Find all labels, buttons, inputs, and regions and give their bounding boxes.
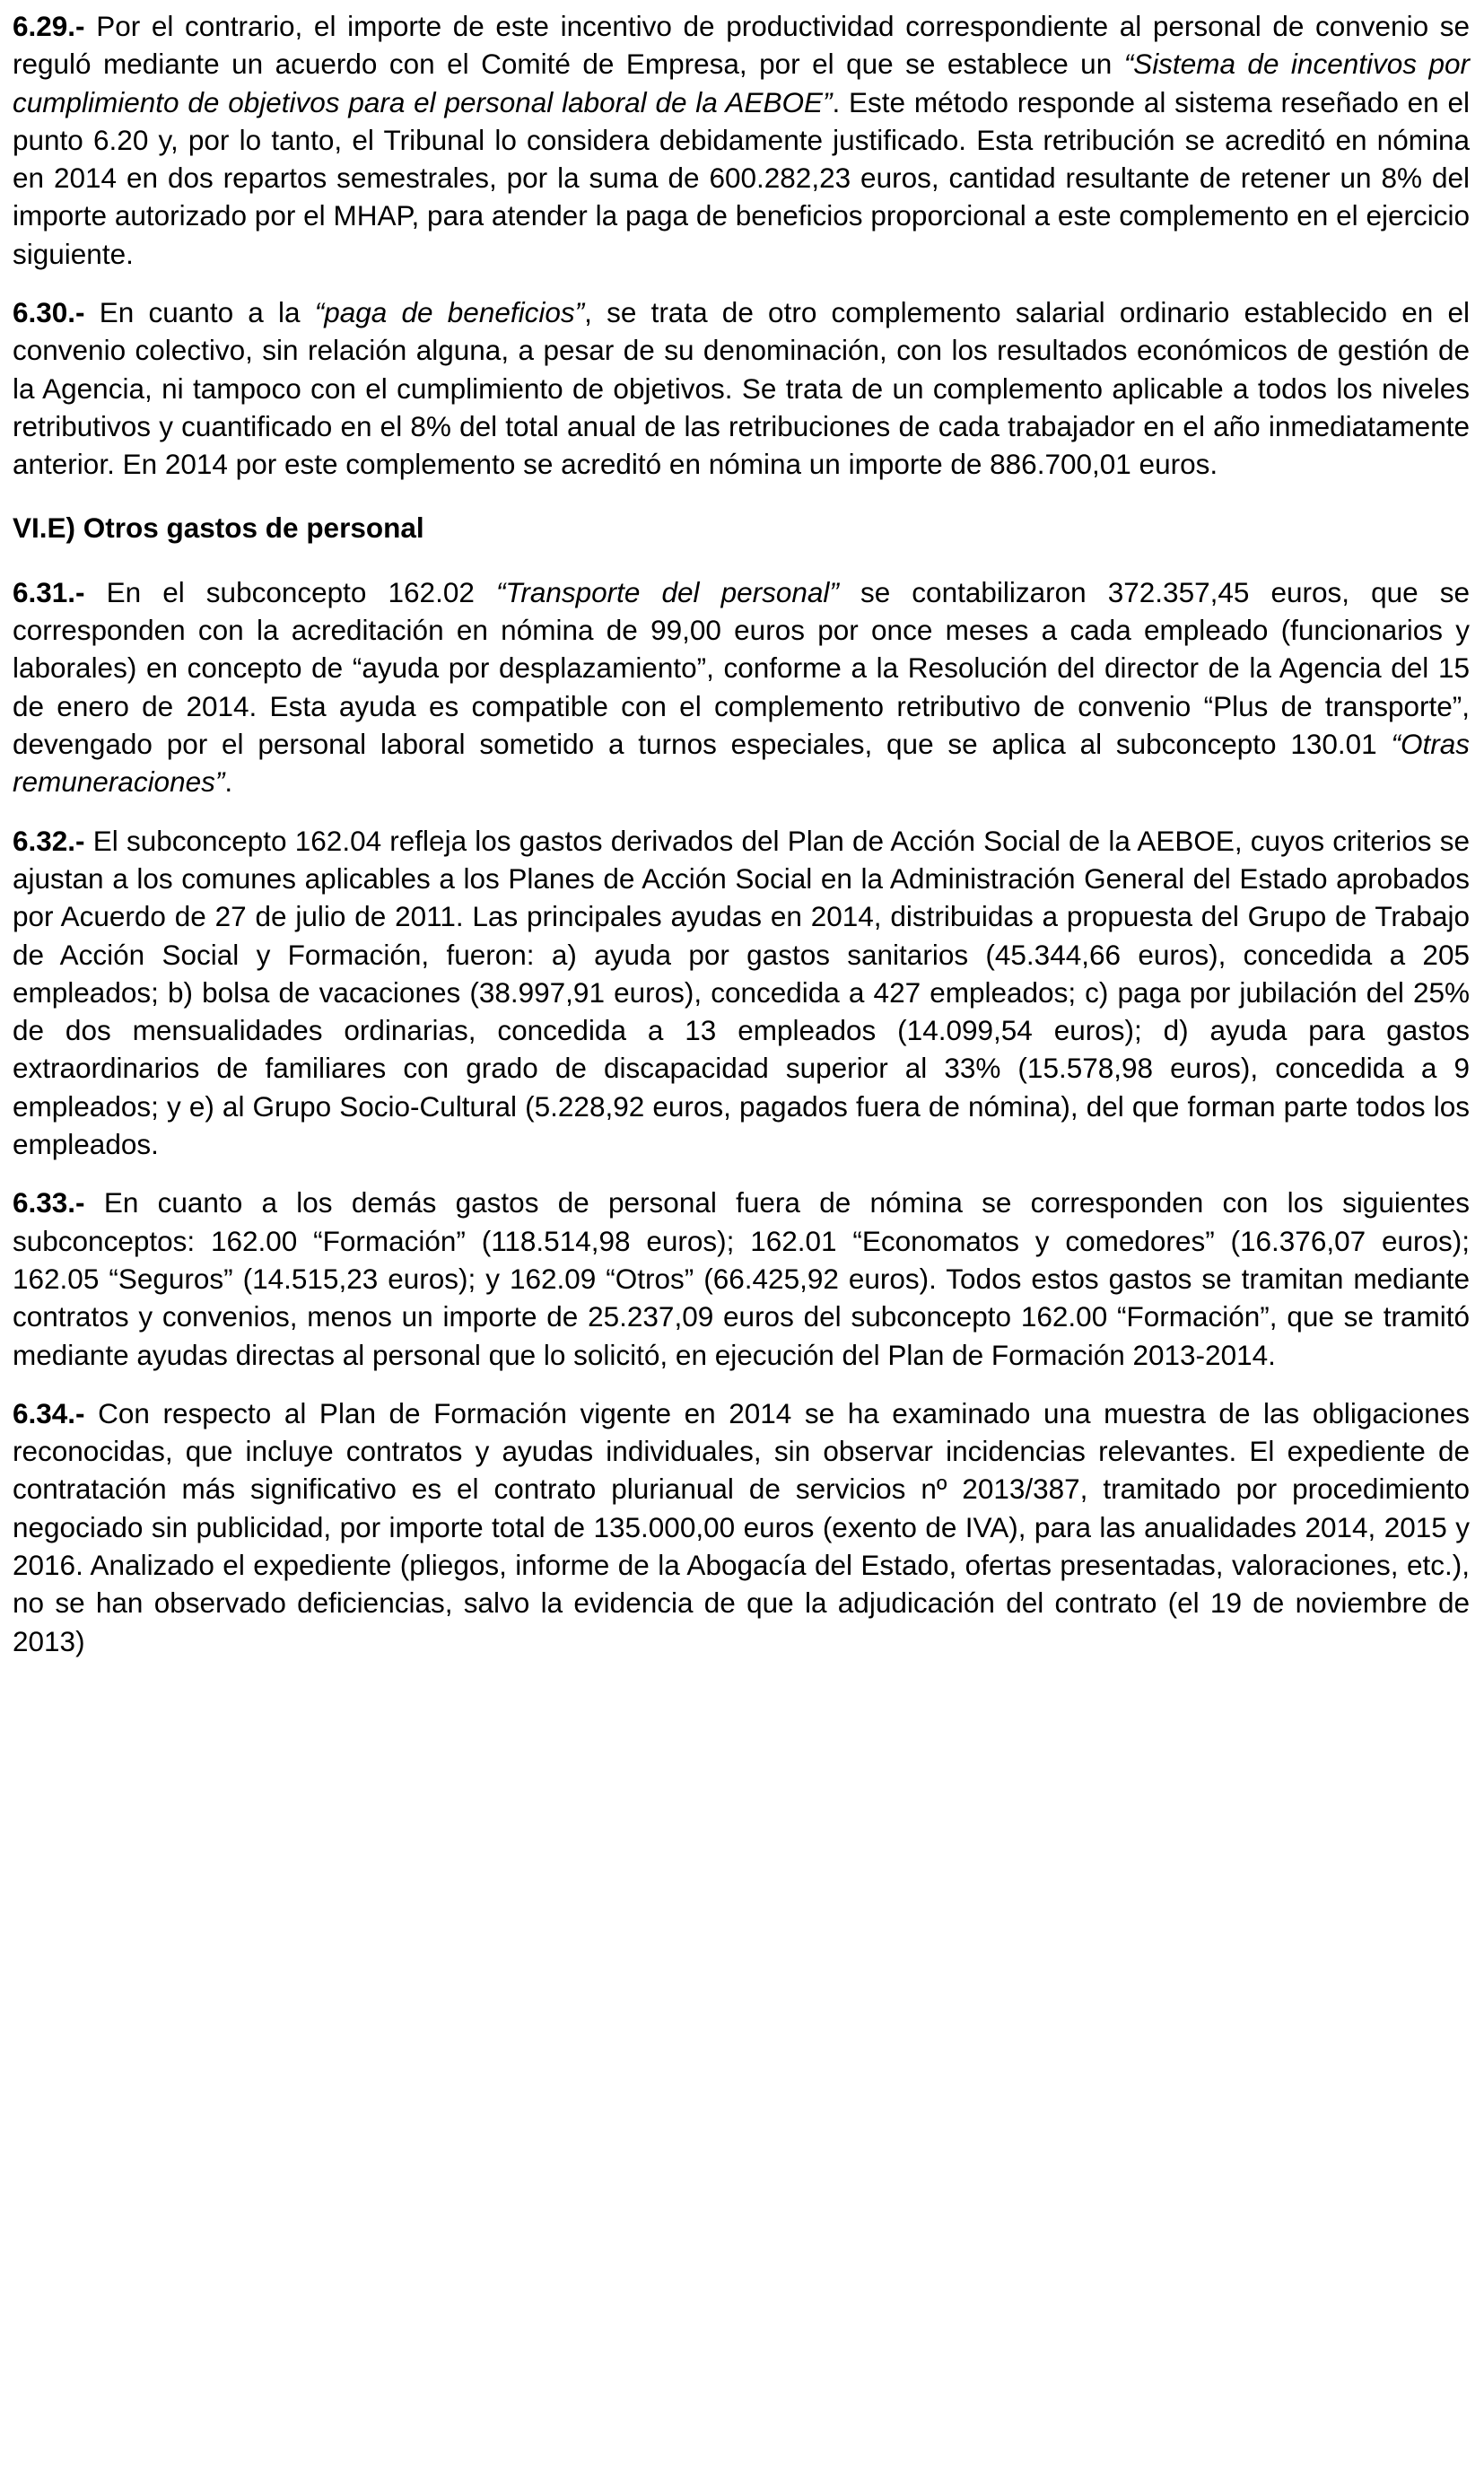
paragraph-6-31 <box>13 573 1470 801</box>
paragraph-6-30 <box>13 293 1470 483</box>
paragraph-text: se contabilizaron 372.357,45 euros, que se corresponden con la acreditación en nómina de 99,00 euros por once meses a cada empleado (funcionarios y laborales) en concepto de “ayuda por desplazamiento”, conforme a la Resolución del director de la Agencia del 15 de enero de 2014. Esta ayuda es compatible con el complemento retributivo de convenio “Plus de transporte”, devengado por el personal laboral sometido a turnos especiales, que se aplica al subconcepto 130.01 <box>13 575 1470 761</box>
paragraph-number: 6.29.- <box>13 10 85 42</box>
paragraph-number: 6.30.- <box>13 296 85 329</box>
paragraph-number: 6.34.- <box>13 1396 85 1429</box>
section-heading: VI.E) Otros gastos de personal <box>13 511 424 544</box>
paragraph-number: 6.32.- <box>13 824 85 857</box>
paragraph-6-33 <box>13 1184 1470 1373</box>
document-page <box>13 7 1470 1681</box>
paragraph-text: En cuanto a la <box>84 296 315 329</box>
paragraph-italic-text: “Sistema de incentivos por cumplimiento de objetivos para el personal laboral de la AEBOE” <box>13 48 1471 118</box>
paragraph-text: Con respecto al Plan de Formación vigente en 2014 se ha examinado una muestra de las obligaciones reconocidas, que incluye contratos y ayudas individuales, sin observar incidencias relevantes. El expediente de contratación más significativo es el contrato plurianual de servicios nº 2013/387, tramitado por procedimiento negociado sin publicidad, por importe total de 135.000,00 euros (exento de IVA), para las anualidades 2014, 2015 y 2016. Analizado el expediente (pliegos, informe de la Abogacía del Estado, ofertas presentadas, valoraciones, etc.), no se han observado deficiencias, salvo la evidencia de que la adjudicación del contrato (el 19 de noviembre de 2013) <box>13 1396 1470 1657</box>
paragraph-text: . Este método responde al sistema reseñado en el punto 6.20 y, por lo tanto, el Tribunal lo considera debidamente justificado. Esta retribución se acreditó en nómina en 2014 en dos repartos semestrales, por la suma de 600.282,23 euros, cantidad resultante de retener un 8% del importe autorizado por el MHAP, para atender la paga de beneficios proporcional a este complemento en el ejercicio siguiente. <box>13 85 1470 270</box>
paragraph-number: 6.33.- <box>13 1186 85 1219</box>
paragraph-italic-text: “paga de beneficios” <box>314 296 585 329</box>
paragraph-text: Por el contrario, el importe de este incentivo de productividad correspondiente al personal de convenio se reguló mediante un acuerdo con el Comité de Empresa, por el que se establece un <box>13 10 1470 81</box>
paragraph-number: 6.31.- <box>13 575 85 608</box>
paragraph-text: El subconcepto 162.04 refleja los gastos derivados del Plan de Acción Social de la AEBOE, cuyos criterios se ajustan a los comunes aplicables a los Planes de Acción Social en la Administración General del Estado aprobados por Acuerdo de 27 de julio de 2011. Las principales ayudas en 2014, distribuidas a propuesta del Grupo de Trabajo de Acción Social y Formación, fueron: a) ayuda por gastos sanitarios (45.344,66 euros), concedida a 205 empleados; b) bolsa de vacaciones (38.997,91 euros), concedida a 427 empleados; c) paga por jubilación del 25% de dos mensualidades ordinarias, concedida a 13 empleados (14.099,54 euros); d) ayuda para gastos extraordinarios de familiares con grado de discapacidad superior al 33% (15.578,98 euros), concedida a 9 empleados; y e) al Grupo Socio-Cultural (5.228,92 euros, pagados fuera de nómina), del que forman parte todos los empleados. <box>13 824 1470 1161</box>
paragraph-text: . <box>224 765 233 799</box>
paragraph-text: En el subconcepto 162.02 <box>84 575 496 608</box>
paragraph-italic-text: “Transporte del personal” <box>495 575 839 608</box>
paragraph-6-29 <box>13 7 1470 273</box>
paragraph-6-34 <box>13 1394 1470 1660</box>
paragraph-6-32 <box>13 822 1470 1164</box>
paragraph-text: En cuanto a los demás gastos de personal fuera de nómina se corresponden con los siguientes subconceptos: 162.00 “Formación” (118.514,98 euros); 162.01 “Economatos y comedores” (16.376,07 euros); 162.05 “Seguros” (14.515,23 euros); y 162.09 “Otros” (66.425,92 euros). Todos estos gastos se tramitan mediante contratos y convenios, menos un importe de 25.237,09 euros del subconcepto 162.00 “Formación”, que se tramitó mediante ayudas directas al personal que lo solicitó, en ejecución del Plan de Formación 2013-2014. <box>13 1186 1470 1371</box>
paragraph-text: , se trata de otro complemento salarial ordinario establecido en el convenio colectivo, sin relación alguna, a pesar de su denominación, con los resultados económicos de gestión de la Agencia, ni tampoco con el cumplimiento de objetivos. Se trata de un complemento aplicable a todos los niveles retributivos y cuantificado en el 8% del total anual de las retribuciones de cada trabajador en el año inmediatamente anterior. En 2014 por este complemento se acreditó en nómina un importe de 886.700,01 euros. <box>13 296 1470 481</box>
paragraph-italic-text: “Otras remuneraciones” <box>13 728 1470 799</box>
